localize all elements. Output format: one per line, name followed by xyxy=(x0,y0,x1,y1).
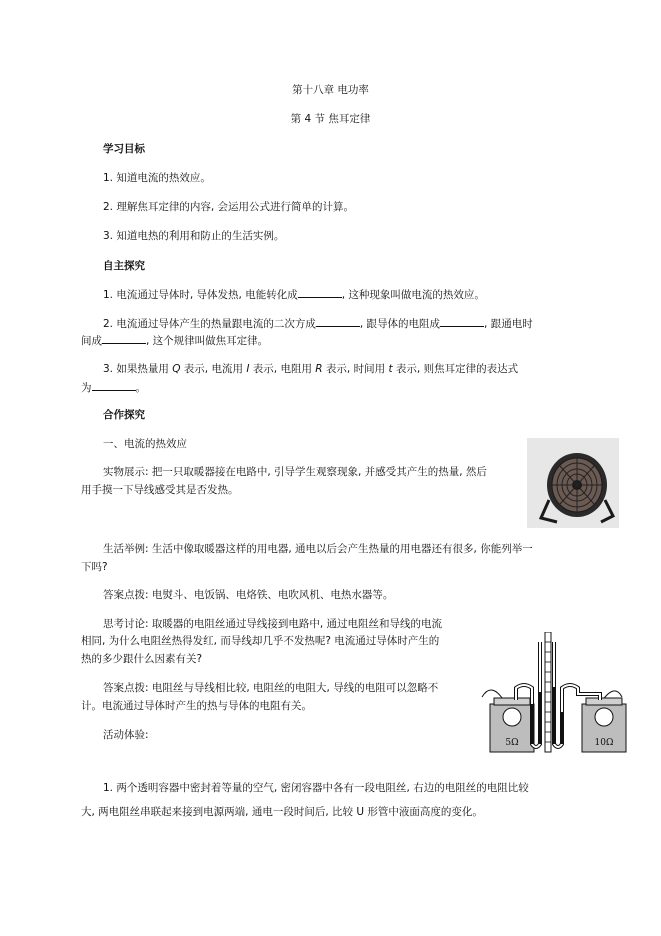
demo-text-line1: 实物展示: 把一只取暖器接在电路中, 引导学生观察现象, 并感受其产生的热量, 然后 xyxy=(103,466,487,478)
self-question-2-line2 xyxy=(81,333,268,348)
self-question-2-line1 xyxy=(103,316,533,331)
section-title: 第 4 节 焦耳定律 xyxy=(290,113,371,125)
resistor-10-label: 10Ω xyxy=(594,738,614,748)
q2-text-c: , 跟通电时 xyxy=(484,318,533,330)
q3-text-c: 表示, 电阻用 xyxy=(249,363,316,375)
coop-subheading: 一、电流的热效应 xyxy=(103,438,187,450)
q3-text-f: 为 xyxy=(81,382,92,394)
q2-text-e: , 这个规律叫做焦耳定律。 xyxy=(146,335,269,347)
q3-text-e: 表示, 则焦耳定律的表达式 xyxy=(392,363,519,375)
answer-blank xyxy=(92,380,136,391)
life-text-line1: 生活举例: 生活中像取暖器这样的用电器, 通电以后会产生热量的用电器还有很多, 你能列举一 xyxy=(103,543,533,555)
symbol-r: R xyxy=(315,363,323,375)
think-text-line3: 热的多少跟什么因素有关? xyxy=(81,653,203,665)
symbol-t: t xyxy=(388,363,393,375)
q3-text-d: 表示, 时间用 xyxy=(322,363,389,375)
q2-text-b: , 跟导体的电阻成 xyxy=(359,318,441,330)
answer-blank xyxy=(102,333,146,344)
answer-hint-2-line2: 计。电流通过导体时产生的热与导体的电阻有关。 xyxy=(81,700,312,712)
answer-blank xyxy=(316,316,360,327)
joule-apparatus-figure xyxy=(472,632,632,757)
self-heading: 自主探究 xyxy=(103,260,145,272)
self-question-3-line2 xyxy=(81,380,146,395)
goal-item: 2. 理解焦耳定律的内容, 会运用公式进行简单的计算。 xyxy=(103,201,355,213)
self-question-1 xyxy=(103,287,485,302)
goals-heading: 学习目标 xyxy=(103,143,145,155)
experiment-text-line2: 大, 两电阻丝串联起来接到电源两端, 通电一段时间后, 比较 U 形管中液面高度的变化。 xyxy=(81,806,483,818)
symbol-i: I xyxy=(246,363,250,375)
symbol-q: Q xyxy=(172,363,181,375)
coop-heading: 合作探究 xyxy=(103,409,145,421)
heater-image xyxy=(527,438,619,528)
q3-text-g: 。 xyxy=(135,382,146,394)
think-text-line1: 思考讨论: 取暖器的电阻丝通过导线接到电路中, 通过电阻丝和导线的电流 xyxy=(103,618,443,630)
self-question-3-line1 xyxy=(103,362,518,376)
answer-blank xyxy=(440,316,484,327)
q2-text-d: 间成 xyxy=(81,335,102,347)
goal-item: 1. 知道电流的热效应。 xyxy=(103,172,211,184)
experiment-text-line1: 1. 两个透明容器中密封着等量的空气, 密闭容器中各有一段电阻丝, 右边的电阻丝的电阻比较 xyxy=(103,782,529,794)
goal-item: 3. 知道电热的利用和防止的生活实例。 xyxy=(103,230,285,242)
q2-text-a: 2. 电流通过导体产生的热量跟电流的二次方成 xyxy=(103,318,316,330)
q3-text-a: 3. 如果热量用 xyxy=(103,363,173,375)
q3-text-b: 表示, 电流用 xyxy=(180,363,247,375)
resistor-5-label: 5Ω xyxy=(505,738,519,748)
life-text-line2: 下吗? xyxy=(81,561,108,573)
answer-hint-2-line1: 答案点拨: 电阻丝与导线相比较, 电阻丝的电阻大, 导线的电阻可以忽略不 xyxy=(103,682,439,694)
chapter-title: 第十八章 电功率 xyxy=(292,84,369,96)
q1-text-a: 1. 电流通过导体时, 导体发热, 电能转化成 xyxy=(103,289,298,301)
q1-text-b: , 这种现象叫做电流的热效应。 xyxy=(341,289,485,301)
answer-blank xyxy=(298,287,342,298)
activity-label: 活动体验: xyxy=(103,729,149,741)
answer-hint-1: 答案点拨: 电熨斗、电饭锅、电烙铁、电吹风机、电热水器等。 xyxy=(103,589,394,601)
think-text-line2: 相同, 为什么电阻丝热得发红, 而导线却几乎不发热呢? 电流通过导体时产生的 xyxy=(81,635,440,647)
demo-text-line2: 用手摸一下导线感受其是否发热。 xyxy=(81,484,239,496)
